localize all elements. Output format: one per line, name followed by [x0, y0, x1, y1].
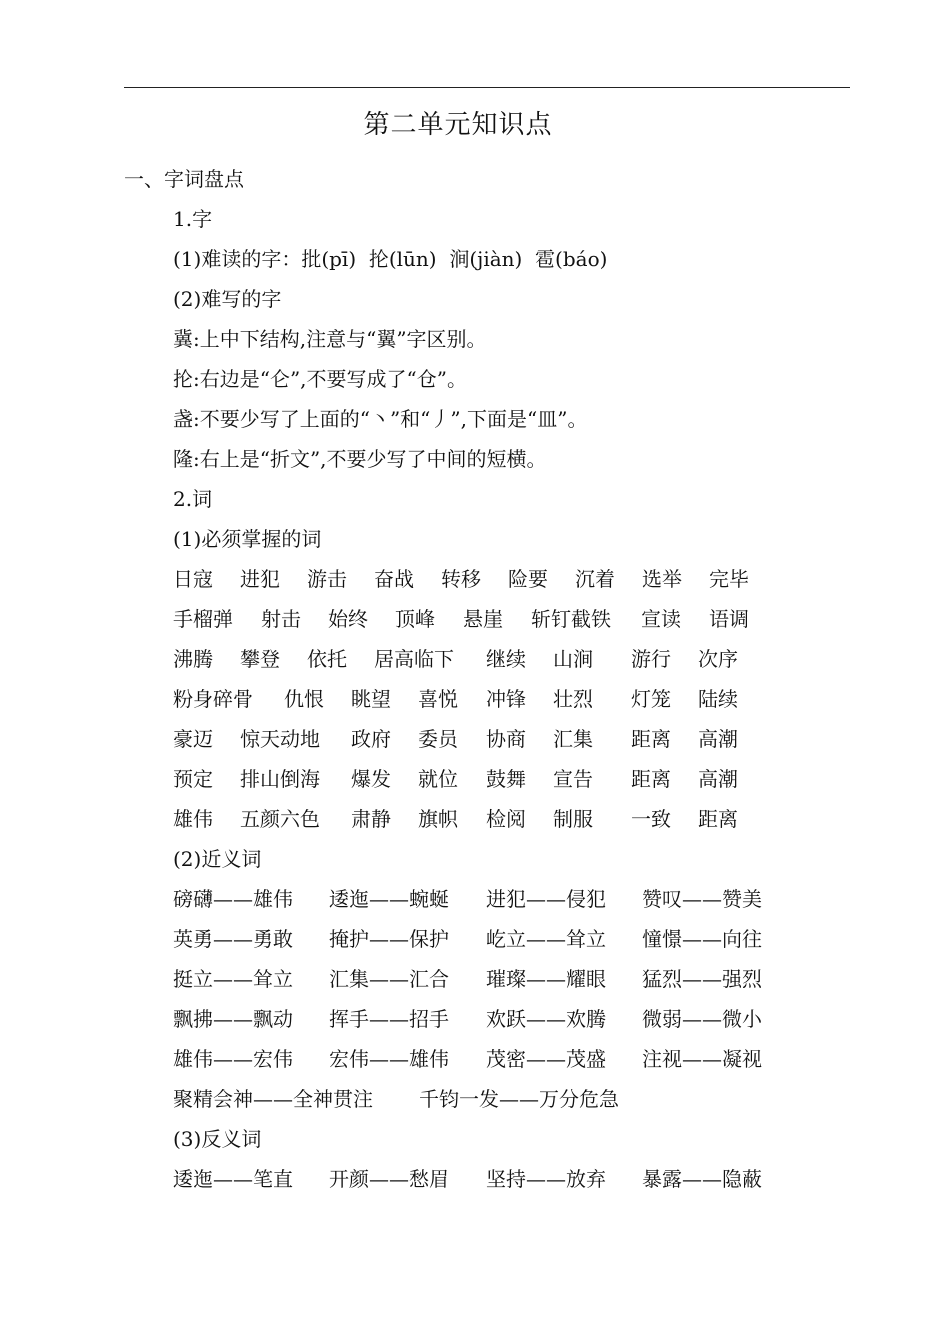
vocab-word: 沸腾 [173, 647, 213, 671]
antonym-pair: 暴露——隐蔽 [642, 1167, 762, 1191]
synonym-pair: 挥手——招手 [329, 1007, 449, 1031]
vocab-word: 继续 [486, 647, 526, 671]
vocab-word: 险要 [508, 567, 548, 591]
synonym-pair: 聚精会神——全神贯注 [173, 1087, 373, 1111]
vocab-word: 次序 [698, 647, 738, 671]
synonym-pair: 宏伟——雄伟 [329, 1047, 449, 1071]
vocab-word: 射击 [261, 607, 301, 631]
vocab-word: 雄伟 [173, 807, 213, 831]
vocab-word: 进犯 [240, 567, 280, 591]
synonym-pair: 飘拂——飘动 [173, 1007, 293, 1031]
synonym-pair: 汇集——汇合 [329, 967, 449, 991]
vocab-word: 始终 [328, 607, 368, 631]
vocab-word: 就位 [418, 767, 458, 791]
vocab-word: 距离 [631, 727, 671, 751]
vocab-word: 灯笼 [631, 687, 671, 711]
synonym-pair: 逶迤——蜿蜒 [329, 887, 449, 911]
vocab-word: 陆续 [698, 687, 738, 711]
hard-write-item: 隆:右上是“折文”,不要少写了中间的短横。 [173, 447, 547, 471]
subsection-heading: 2.词 [173, 487, 213, 511]
vocab-word: 转移 [441, 567, 481, 591]
synonym-pair: 璀璨——耀眼 [486, 967, 606, 991]
vocab-word: 五颜六色 [240, 807, 320, 831]
hard-write-item: 抡:右边是“仑”,不要写成了“仓”。 [173, 367, 467, 391]
vocab-word: 高潮 [698, 727, 738, 751]
vocab-word: 政府 [351, 727, 391, 751]
vocab-word: 山涧 [553, 647, 593, 671]
section-heading: 一、字词盘点 [124, 167, 244, 191]
vocab-word: 悬崖 [463, 607, 503, 631]
vocab-word: 完毕 [709, 567, 749, 591]
vocab-word: 一致 [631, 807, 671, 831]
vocab-word: 奋战 [374, 567, 414, 591]
synonym-pair: 千钧一发——万分危急 [419, 1087, 619, 1111]
synonym-pair: 注视——凝视 [642, 1047, 762, 1071]
synonym-pair: 茂密——茂盛 [486, 1047, 606, 1071]
vocab-word: 宣读 [641, 607, 681, 631]
synonym-pair: 雄伟——宏伟 [173, 1047, 293, 1071]
vocab-word: 冲锋 [486, 687, 526, 711]
synonym-pair: 憧憬——向往 [642, 927, 762, 951]
vocab-word: 眺望 [351, 687, 391, 711]
vocab-word: 爆发 [351, 767, 391, 791]
vocab-word: 协商 [486, 727, 526, 751]
vocab-word: 汇集 [553, 727, 593, 751]
vocab-word: 日寇 [173, 567, 213, 591]
must-words-heading: (1)必须掌握的词 [173, 527, 322, 551]
vocab-word: 惊天动地 [240, 727, 320, 751]
vocab-word: 手榴弹 [173, 607, 233, 631]
vocab-word: 预定 [173, 767, 213, 791]
vocab-word: 语调 [709, 607, 749, 631]
synonym-pair: 赞叹——赞美 [642, 887, 762, 911]
vocab-word: 排山倒海 [240, 767, 320, 791]
vocab-word: 游行 [631, 647, 671, 671]
vocab-word: 游击 [307, 567, 347, 591]
vocab-word: 豪迈 [173, 727, 213, 751]
vocab-word: 依托 [307, 647, 347, 671]
vocab-word: 居高临下 [374, 647, 454, 671]
antonym-pair: 坚持——放弃 [486, 1167, 606, 1191]
subsection-heading: 1.字 [173, 207, 213, 231]
synonyms-heading: (2)近义词 [173, 847, 262, 871]
synonym-pair: 挺立——耸立 [173, 967, 293, 991]
synonym-pair: 欢跃——欢腾 [486, 1007, 606, 1031]
top-rule [124, 87, 850, 88]
synonym-pair: 猛烈——强烈 [642, 967, 762, 991]
synonym-pair: 英勇——勇敢 [173, 927, 293, 951]
page-title: 第二单元知识点 [363, 110, 553, 140]
vocab-word: 粉身碎骨 [173, 687, 253, 711]
hard-write-item: 冀:上中下结构,注意与“翼”字区别。 [173, 327, 487, 351]
vocab-word: 沉着 [575, 567, 615, 591]
hard-write-heading: (2)难写的字 [173, 287, 282, 311]
vocab-word: 委员 [418, 727, 458, 751]
hard-read-chars: (1)难读的字：批(pī) 抡(lūn) 涧(jiàn) 雹(báo) [173, 247, 608, 271]
antonym-pair: 逶迤——笔直 [173, 1167, 293, 1191]
antonyms-heading: (3)反义词 [173, 1127, 262, 1151]
vocab-word: 旗帜 [418, 807, 458, 831]
vocab-word: 仇恨 [284, 687, 324, 711]
vocab-word: 距离 [698, 807, 738, 831]
synonym-pair: 掩护——保护 [329, 927, 449, 951]
vocab-word: 高潮 [698, 767, 738, 791]
synonym-pair: 磅礴——雄伟 [173, 887, 293, 911]
vocab-word: 制服 [553, 807, 593, 831]
vocab-word: 肃静 [351, 807, 391, 831]
synonym-pair: 进犯——侵犯 [486, 887, 606, 911]
antonym-pair: 开颜——愁眉 [329, 1167, 449, 1191]
hard-write-item: 盏:不要少写了上面的“丶”和“丿”,下面是“皿”。 [173, 407, 588, 431]
vocab-word: 宣告 [553, 767, 593, 791]
vocab-word: 顶峰 [395, 607, 435, 631]
vocab-word: 攀登 [240, 647, 280, 671]
synonym-pair: 微弱——微小 [642, 1007, 762, 1031]
vocab-word: 斩钉截铁 [531, 607, 611, 631]
vocab-word: 距离 [631, 767, 671, 791]
vocab-word: 喜悦 [418, 687, 458, 711]
vocab-word: 鼓舞 [486, 767, 526, 791]
vocab-word: 检阅 [486, 807, 526, 831]
vocab-word: 选举 [642, 567, 682, 591]
synonym-pair: 屹立——耸立 [486, 927, 606, 951]
vocab-word: 壮烈 [553, 687, 593, 711]
